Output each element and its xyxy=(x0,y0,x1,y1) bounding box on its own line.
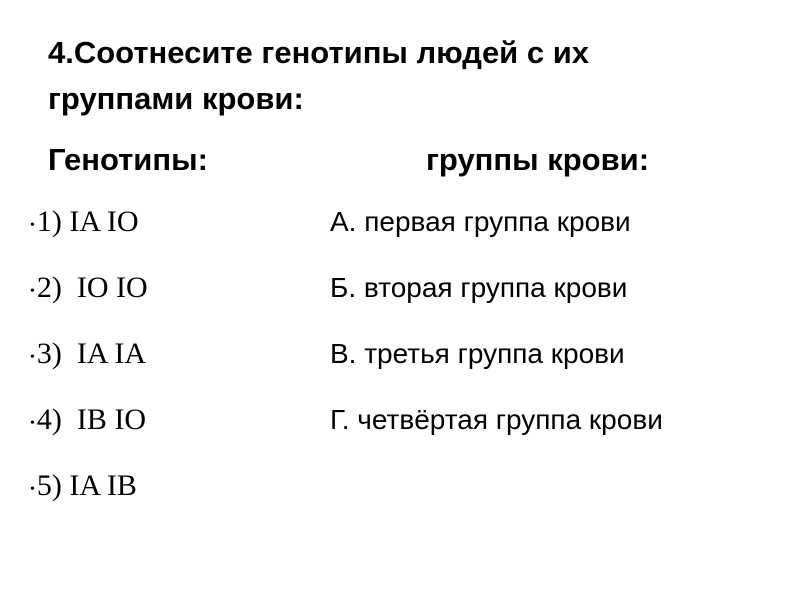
genotype-item xyxy=(30,202,139,244)
blood-group-item: Б. вторая группа крови xyxy=(330,272,628,303)
blood-group-item: В. третья группа крови xyxy=(330,338,625,369)
genotypes-header: Генотипы: xyxy=(48,142,208,177)
title-line-2: группами крови: xyxy=(48,81,304,116)
blood-group-item: А. первая группа крови xyxy=(330,206,631,237)
slide-title xyxy=(48,30,768,122)
genotype-text: 3) IA IA xyxy=(36,337,147,370)
genotype-item xyxy=(30,400,146,442)
blood-group-item: Г. четвёртая группа крови xyxy=(330,404,663,435)
bullet-icon: • xyxy=(30,350,35,366)
genotype-text: 4) IB IO xyxy=(36,403,147,436)
genotype-item xyxy=(30,466,137,508)
bullet-icon: • xyxy=(30,482,35,498)
list-row-3 xyxy=(0,334,800,374)
bullet-icon: • xyxy=(30,416,35,432)
genotype-text: 5) IA IB xyxy=(36,469,137,502)
list-row-1 xyxy=(0,202,800,242)
bullet-icon: • xyxy=(30,284,35,300)
bullet-icon: • xyxy=(30,218,35,234)
list-row-2 xyxy=(0,268,800,308)
title-line-1: 4.Соотнесите генотипы людей с их xyxy=(48,35,590,70)
blood-groups-header: группы крови: xyxy=(426,142,650,177)
list-row-5 xyxy=(0,466,800,506)
genotype-text: 1) IA IO xyxy=(36,205,139,238)
genotype-item xyxy=(30,268,148,310)
list-row-4 xyxy=(0,400,800,440)
genotype-text: 2) IO IO xyxy=(36,271,148,304)
genotype-item xyxy=(30,334,146,376)
